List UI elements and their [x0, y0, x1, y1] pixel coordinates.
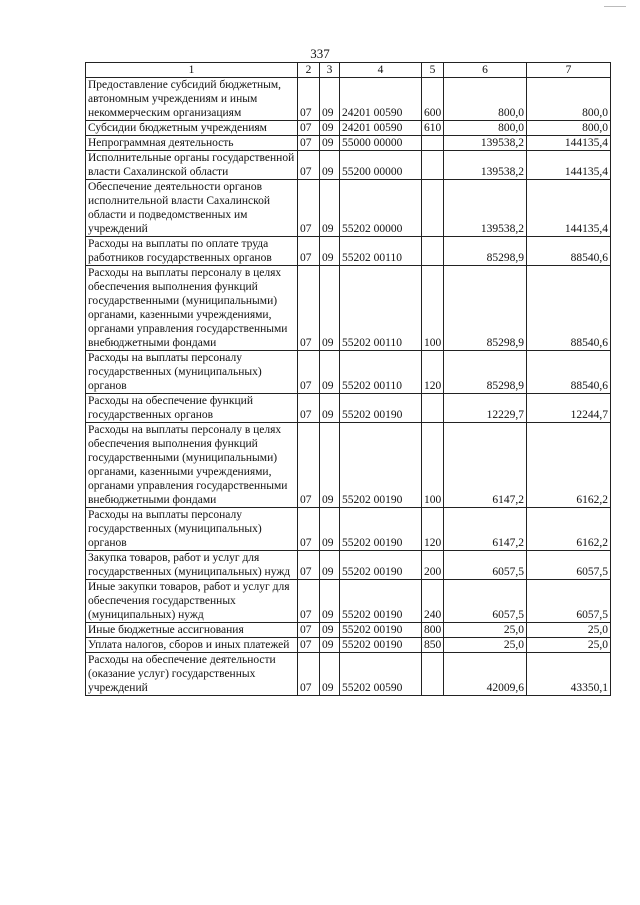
- row-name: Непрограммная деятельность: [86, 136, 298, 151]
- scan-mark: [604, 6, 626, 7]
- row-section: 07: [298, 638, 320, 653]
- row-expense-type: 800: [422, 623, 444, 638]
- row-name: Иные закупки товаров, работ и услуг для обеспечения государственных (муниципальных) нужд: [86, 580, 298, 623]
- row-section: 07: [298, 237, 320, 266]
- row-subsection: 09: [320, 423, 340, 508]
- row-name: Исполнительные органы государственной власти Сахалинской области: [86, 151, 298, 180]
- row-amount-col6: 139538,2: [444, 136, 527, 151]
- row-name: Уплата налогов, сборов и иных платежей: [86, 638, 298, 653]
- table-row: [86, 237, 611, 266]
- row-subsection: 09: [320, 394, 340, 423]
- row-subsection: 09: [320, 78, 340, 121]
- row-amount-col7: 88540,6: [527, 266, 611, 351]
- row-target-article: 55202 00190: [340, 623, 422, 638]
- row-amount-col7: 6057,5: [527, 551, 611, 580]
- row-expense-type: [422, 180, 444, 237]
- row-amount-col6: 85298,9: [444, 266, 527, 351]
- row-subsection: 09: [320, 508, 340, 551]
- header-col-2: 2: [298, 63, 320, 78]
- budget-table: [85, 62, 611, 696]
- header-col-4: 4: [340, 63, 422, 78]
- row-subsection: 09: [320, 580, 340, 623]
- row-target-article: 55202 00190: [340, 508, 422, 551]
- row-amount-col6: 800,0: [444, 121, 527, 136]
- row-section: 07: [298, 351, 320, 394]
- page-number: 337: [310, 46, 330, 61]
- row-subsection: 09: [320, 638, 340, 653]
- header-col-6: 6: [444, 63, 527, 78]
- table-row: [86, 580, 611, 623]
- table-row: [86, 78, 611, 121]
- row-target-article: 55200 00000: [340, 151, 422, 180]
- row-subsection: 09: [320, 551, 340, 580]
- row-target-article: 55202 00190: [340, 580, 422, 623]
- row-expense-type: 120: [422, 508, 444, 551]
- row-expense-type: 240: [422, 580, 444, 623]
- row-name: Расходы на выплаты по оплате труда работников государственных органов: [86, 237, 298, 266]
- row-expense-type: [422, 151, 444, 180]
- row-amount-col6: 6147,2: [444, 508, 527, 551]
- row-subsection: 09: [320, 653, 340, 696]
- row-amount-col7: 25,0: [527, 623, 611, 638]
- row-name: Иные бюджетные ассигнования: [86, 623, 298, 638]
- row-amount-col7: 6162,2: [527, 508, 611, 551]
- table-row: [86, 508, 611, 551]
- row-expense-type: 600: [422, 78, 444, 121]
- row-name: Расходы на обеспечение деятельности (оказание услуг) государственных учреждений: [86, 653, 298, 696]
- row-subsection: 09: [320, 121, 340, 136]
- row-target-article: 55202 00590: [340, 653, 422, 696]
- row-section: 07: [298, 78, 320, 121]
- table-row: [86, 394, 611, 423]
- row-amount-col6: 25,0: [444, 638, 527, 653]
- row-target-article: 55000 00000: [340, 136, 422, 151]
- row-amount-col6: 139538,2: [444, 151, 527, 180]
- row-target-article: 55202 00000: [340, 180, 422, 237]
- row-amount-col6: 12229,7: [444, 394, 527, 423]
- header-col-7: 7: [527, 63, 611, 78]
- row-name: Расходы на выплаты персоналу в целях обеспечения выполнения функций государственными (муниципальными) органами, казенными учреждениями, органами управления государственными внебюджетными фондами: [86, 423, 298, 508]
- row-expense-type: 200: [422, 551, 444, 580]
- row-expense-type: 850: [422, 638, 444, 653]
- row-expense-type: 120: [422, 351, 444, 394]
- table-row: [86, 136, 611, 151]
- table-row: [86, 151, 611, 180]
- row-section: 07: [298, 266, 320, 351]
- row-subsection: 09: [320, 180, 340, 237]
- row-amount-col6: 85298,9: [444, 351, 527, 394]
- header-row: [86, 63, 611, 78]
- row-section: 07: [298, 151, 320, 180]
- row-expense-type: [422, 237, 444, 266]
- row-amount-col6: 6057,5: [444, 551, 527, 580]
- row-name: Закупка товаров, работ и услуг для государственных (муниципальных) нужд: [86, 551, 298, 580]
- row-amount-col6: 139538,2: [444, 180, 527, 237]
- row-amount-col7: 6162,2: [527, 423, 611, 508]
- row-target-article: 55202 00190: [340, 638, 422, 653]
- row-expense-type: 610: [422, 121, 444, 136]
- row-target-article: 55202 00190: [340, 394, 422, 423]
- table-row: [86, 180, 611, 237]
- row-amount-col7: 88540,6: [527, 237, 611, 266]
- row-amount-col6: 25,0: [444, 623, 527, 638]
- table-row: [86, 351, 611, 394]
- row-name: Расходы на выплаты персоналу в целях обеспечения выполнения функций государственными (муниципальными) органами, казенными учреждениями, органами управления государственными внебюджетными фондами: [86, 266, 298, 351]
- header-col-5: 5: [422, 63, 444, 78]
- row-name: Субсидии бюджетным учреждениям: [86, 121, 298, 136]
- row-section: 07: [298, 508, 320, 551]
- table-row: [86, 623, 611, 638]
- row-amount-col7: 144135,4: [527, 136, 611, 151]
- row-target-article: 55202 00190: [340, 423, 422, 508]
- row-subsection: 09: [320, 151, 340, 180]
- row-amount-col7: 800,0: [527, 78, 611, 121]
- row-amount-col7: 88540,6: [527, 351, 611, 394]
- row-target-article: 55202 00190: [340, 551, 422, 580]
- row-amount-col7: 6057,5: [527, 580, 611, 623]
- row-expense-type: [422, 653, 444, 696]
- row-amount-col7: 800,0: [527, 121, 611, 136]
- row-section: 07: [298, 121, 320, 136]
- row-name: Предоставление субсидий бюджетным, автономным учреждениям и иным некоммерческим организациям: [86, 78, 298, 121]
- header-col-3: 3: [320, 63, 340, 78]
- row-subsection: 09: [320, 351, 340, 394]
- table-row: [86, 653, 611, 696]
- row-expense-type: [422, 394, 444, 423]
- row-section: 07: [298, 623, 320, 638]
- row-name: Расходы на выплаты персоналу государственных (муниципальных) органов: [86, 508, 298, 551]
- row-amount-col7: 43350,1: [527, 653, 611, 696]
- row-section: 07: [298, 180, 320, 237]
- row-subsection: 09: [320, 623, 340, 638]
- row-target-article: 55202 00110: [340, 237, 422, 266]
- row-expense-type: 100: [422, 423, 444, 508]
- row-name: Расходы на выплаты персоналу государственных (муниципальных) органов: [86, 351, 298, 394]
- header-col-1: 1: [86, 63, 298, 78]
- row-target-article: 55202 00110: [340, 351, 422, 394]
- row-amount-col6: 6147,2: [444, 423, 527, 508]
- row-expense-type: [422, 136, 444, 151]
- row-name: Обеспечение деятельности органов исполнительной власти Сахалинской области и подведомственных им учреждений: [86, 180, 298, 237]
- row-expense-type: 100: [422, 266, 444, 351]
- row-amount-col6: 800,0: [444, 78, 527, 121]
- row-subsection: 09: [320, 136, 340, 151]
- row-subsection: 09: [320, 237, 340, 266]
- row-subsection: 09: [320, 266, 340, 351]
- row-amount-col7: 144135,4: [527, 180, 611, 237]
- row-target-article: 55202 00110: [340, 266, 422, 351]
- table-row: [86, 266, 611, 351]
- table-row: [86, 551, 611, 580]
- row-amount-col6: 6057,5: [444, 580, 527, 623]
- row-section: 07: [298, 136, 320, 151]
- row-amount-col6: 85298,9: [444, 237, 527, 266]
- row-section: 07: [298, 423, 320, 508]
- row-target-article: 24201 00590: [340, 78, 422, 121]
- row-name: Расходы на обеспечение функций государственных органов: [86, 394, 298, 423]
- row-amount-col6: 42009,6: [444, 653, 527, 696]
- row-section: 07: [298, 551, 320, 580]
- row-target-article: 24201 00590: [340, 121, 422, 136]
- table-row: [86, 423, 611, 508]
- table-row: [86, 121, 611, 136]
- row-amount-col7: 144135,4: [527, 151, 611, 180]
- table-row: [86, 638, 611, 653]
- row-section: 07: [298, 653, 320, 696]
- row-amount-col7: 12244,7: [527, 394, 611, 423]
- row-section: 07: [298, 394, 320, 423]
- row-section: 07: [298, 580, 320, 623]
- row-amount-col7: 25,0: [527, 638, 611, 653]
